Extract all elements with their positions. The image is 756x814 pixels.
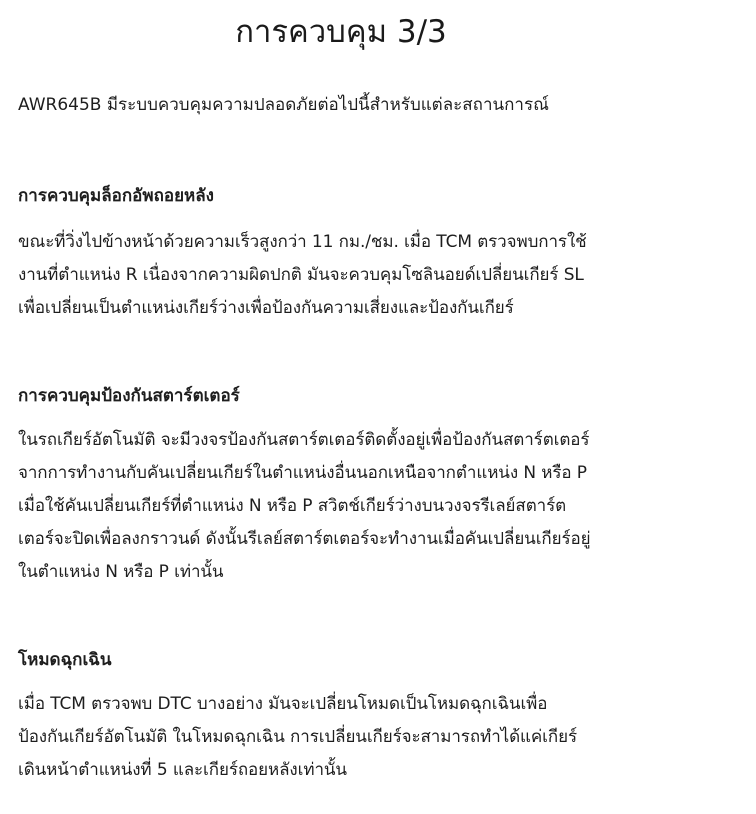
body-line: ในรถเกียร์อัตโนมัติ จะมีวงจรป้องกันสตาร์ตเตอร์ติดตั้งอยู่เพื่อป้องกันสตาร์ตเตอร์ (18, 430, 590, 450)
page-title: การควบคุม 3/3 (235, 14, 447, 50)
body-line: เดินหน้าตำแหน่งที่ 5 และเกียร์ถอยหลังเท่านั้น (18, 760, 347, 780)
section-body-reverse-lockout (18, 226, 743, 325)
section-heading-starter-protection: การควบคุมป้องกันสตาร์ตเตอร์ (18, 386, 240, 406)
section-heading-emergency-mode: โหมดฉุกเฉิน (18, 650, 112, 670)
body-line: ในตำแหน่ง N หรือ P เท่านั้น (18, 562, 224, 582)
body-line: เพื่อเปลี่ยนเป็นตำแหน่งเกียร์ว่างเพื่อป้องกันความเสี่ยงและป้องกันเกียร์ (18, 298, 514, 318)
intro-text: AWR645B มีระบบควบคุมความปลอดภัยต่อไปนี้สำหรับแต่ละสถานการณ์ (18, 95, 549, 115)
section-heading-reverse-lockout: การควบคุมล็อกอัพถอยหลัง (18, 186, 214, 206)
body-line: จากการทำงานกับคันเปลี่ยนเกียร์ในตำแหน่งอื่นนอกเหนือจากตำแหน่ง N หรือ P (18, 463, 587, 483)
section-body-starter-protection (18, 424, 743, 589)
body-line: เมื่อใช้คันเปลี่ยนเกียร์ที่ตำแหน่ง N หรือ P สวิตช์เกียร์ว่างบนวงจรรีเลย์สตาร์ต (18, 496, 567, 516)
section-body-emergency-mode (18, 688, 743, 787)
body-line: ขณะที่วิ่งไปข้างหน้าด้วยความเร็วสูงกว่า 11 กม./ชม. เมื่อ TCM ตรวจพบการใช้ (18, 232, 587, 252)
body-line: เตอร์จะปิดเพื่อลงกราวนด์ ดังนั้นรีเลย์สตาร์ตเตอร์จะทำงานเมื่อคันเปลี่ยนเกียร์อยู่ (18, 529, 591, 549)
body-line: งานที่ตำแหน่ง R เนื่องจากความผิดปกติ มันจะควบคุมโซลินอยด์เปลี่ยนเกียร์ SL (18, 265, 584, 285)
body-line: ป้องกันเกียร์อัตโนมัติ ในโหมดฉุกเฉิน การเปลี่ยนเกียร์จะสามารถทำได้แค่เกียร์ (18, 727, 577, 747)
body-line: เมื่อ TCM ตรวจพบ DTC บางอย่าง มันจะเปลี่ยนโหมดเป็นโหมดฉุกเฉินเพื่อ (18, 694, 548, 714)
